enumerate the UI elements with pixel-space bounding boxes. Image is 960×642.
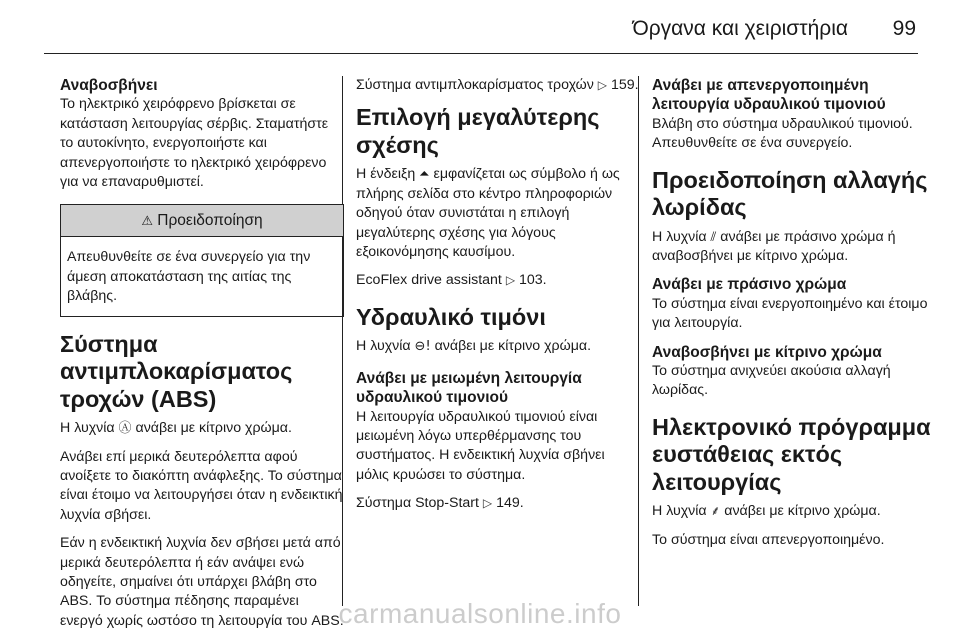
esc-heading: Ηλεκτρονικό πρόγραμμα ευστάθειας εκτός λειτουργίας — [652, 413, 931, 495]
power-steering-paragraph: Η λυχνία ⊖! ανάβει με κίτρινο χρώμα. — [356, 338, 592, 355]
reduced-steering-text: Η λειτουργία υδραυλικού τιμονιού είναι μειωμένη λόγω υπερθέρμανσης του συστήματος. Η ενδεικτική λυχνία σβήνει μόλις κρυώσει το σύστημα. — [356, 408, 605, 483]
esc-paragraph-2: Το σύστημα είναι απενεργοποιημένο. — [652, 531, 885, 548]
warning-box — [60, 204, 344, 316]
upshift-paragraph: Η ένδειξη ⏶ εμφανίζεται ως σύμβολο ή ως πλήρης σελίδα στο κέντρο πληροφοριών οδηγού όταν συνιστάται η επιλογή μεγαλύτερης σχέσης για λόγους εξοικονόμησης καυσίμου. — [356, 166, 620, 261]
column-3 — [652, 76, 936, 559]
disabled-steering-heading: Ανάβει με απενεργοποιημένη λειτουργία υδραυλικού τιμονιού — [652, 77, 886, 114]
power-steering-heading: Υδραυλικό τιμόνι — [356, 303, 546, 330]
green-heading: Ανάβει με πράσινο χρώμα — [652, 276, 847, 294]
column-1 — [60, 76, 344, 640]
reduced-steering-heading: Ανάβει με μειωμένη λειτουργία υδραυλικού τιμονιού — [356, 369, 582, 407]
header-title: Όργανα και χειριστήρια — [632, 17, 848, 40]
lane-departure-icon: ⫽ — [710, 229, 717, 245]
abs-paragraph-2: Ανάβει επί μερικά δευτερόλεπτα αφού ανοίξετε το διακόπτη ανάφλεξης. Το σύστημα είναι έτοιμο να λειτουργήσει όταν η ενδεικτική λυχνία σβήσει. — [60, 448, 343, 523]
abs-paragraph-1: Η λυχνία Ⓐ ανάβει με κίτρινο χρώμα. — [60, 420, 292, 437]
warning-text: Απευθυνθείτε σε ένα συνεργείο για την άμεση αποκατάσταση της αιτίας της βλάβης. — [67, 249, 311, 305]
lane-departure-heading: Προειδοποίηση αλλαγής λωρίδας — [652, 166, 928, 221]
power-steering-icon: ⊖! — [414, 339, 431, 355]
watermark: carmanualsonline.info — [338, 598, 622, 629]
lane-departure-paragraph: Η λυχνία ⫽ ανάβει με πράσινο χρώμα ή αναβοσβήνει με κίτρινο χρώμα. — [652, 228, 896, 265]
shift-up-icon: ⏶ — [419, 167, 430, 183]
abs-warning-icon: Ⓐ — [118, 421, 132, 437]
yellow-heading: Αναβοσβήνει με κίτρινο χρώμα — [652, 343, 882, 361]
column-2 — [356, 76, 640, 523]
header-divider — [44, 53, 918, 54]
ecoflex-reference: EcoFlex drive assistant ▷ 103. — [356, 272, 547, 289]
page-ref-arrow-icon: ▷ — [505, 273, 516, 288]
page-ref-arrow-icon: ▷ — [597, 78, 608, 92]
warning-triangle-icon: ⚠ — [141, 214, 153, 230]
warning-header — [61, 205, 343, 237]
upshift-heading: Επιλογή μεγαλύτερης σχέσης — [356, 104, 600, 158]
warning-title: Προειδοποίηση — [157, 212, 263, 230]
page-ref-arrow-icon: ▷ — [482, 496, 493, 511]
green-text: Το σύστημα είναι ενεργοποιημένο και έτοιμο για λειτουργία. — [652, 295, 928, 332]
stop-start-reference: Σύστημα Stop-Start ▷ 149. — [356, 495, 524, 512]
esc-off-icon: ⸙ — [710, 504, 721, 520]
abs-paragraph-3: Εάν η ενδεικτική λυχνία δεν σβήσει μετά από μερικά δευτερόλεπτα ή εάν ανάψει ενώ οδηγείτε, σημαίνει ότι υπάρχει βλάβη στο ABS. Το σύστημα πέδησης παραμένει ενεργό χωρίς ωστόσο τη λειτουργία του ABS. — [60, 535, 344, 629]
abs-heading: Σύστημα αντιμπλοκαρίσματος τροχών (ABS) — [60, 330, 293, 412]
page-number: 99 — [892, 17, 916, 40]
yellow-text: Το σύστημα ανιχνεύει ακούσια αλλαγή λωρίδας. — [652, 363, 891, 399]
flashing-heading: Αναβοσβήνει — [60, 77, 158, 94]
abs-reference: Σύστημα αντιμπλοκαρίσματος τροχών ▷ 159. — [356, 77, 639, 93]
disabled-steering-text: Βλάβη στο σύστημα υδραυλικού τιμονιού. Απευθυνθείτε σε ένα συνεργείο. — [652, 115, 913, 152]
esc-paragraph-1: Η λυχνία ⸙ ανάβει με κίτρινο χρώμα. — [652, 503, 881, 520]
flashing-text: Το ηλεκτρικό χειρόφρενο βρίσκεται σε κατάσταση λειτουργίας σέρβις. Σταματήστε το αυτοκίνητο, ενεργοποιήστε και απενεργοποιήστε το ηλεκτρικό χειρόφρενο για να επαναρυθμιστεί. — [60, 96, 329, 191]
